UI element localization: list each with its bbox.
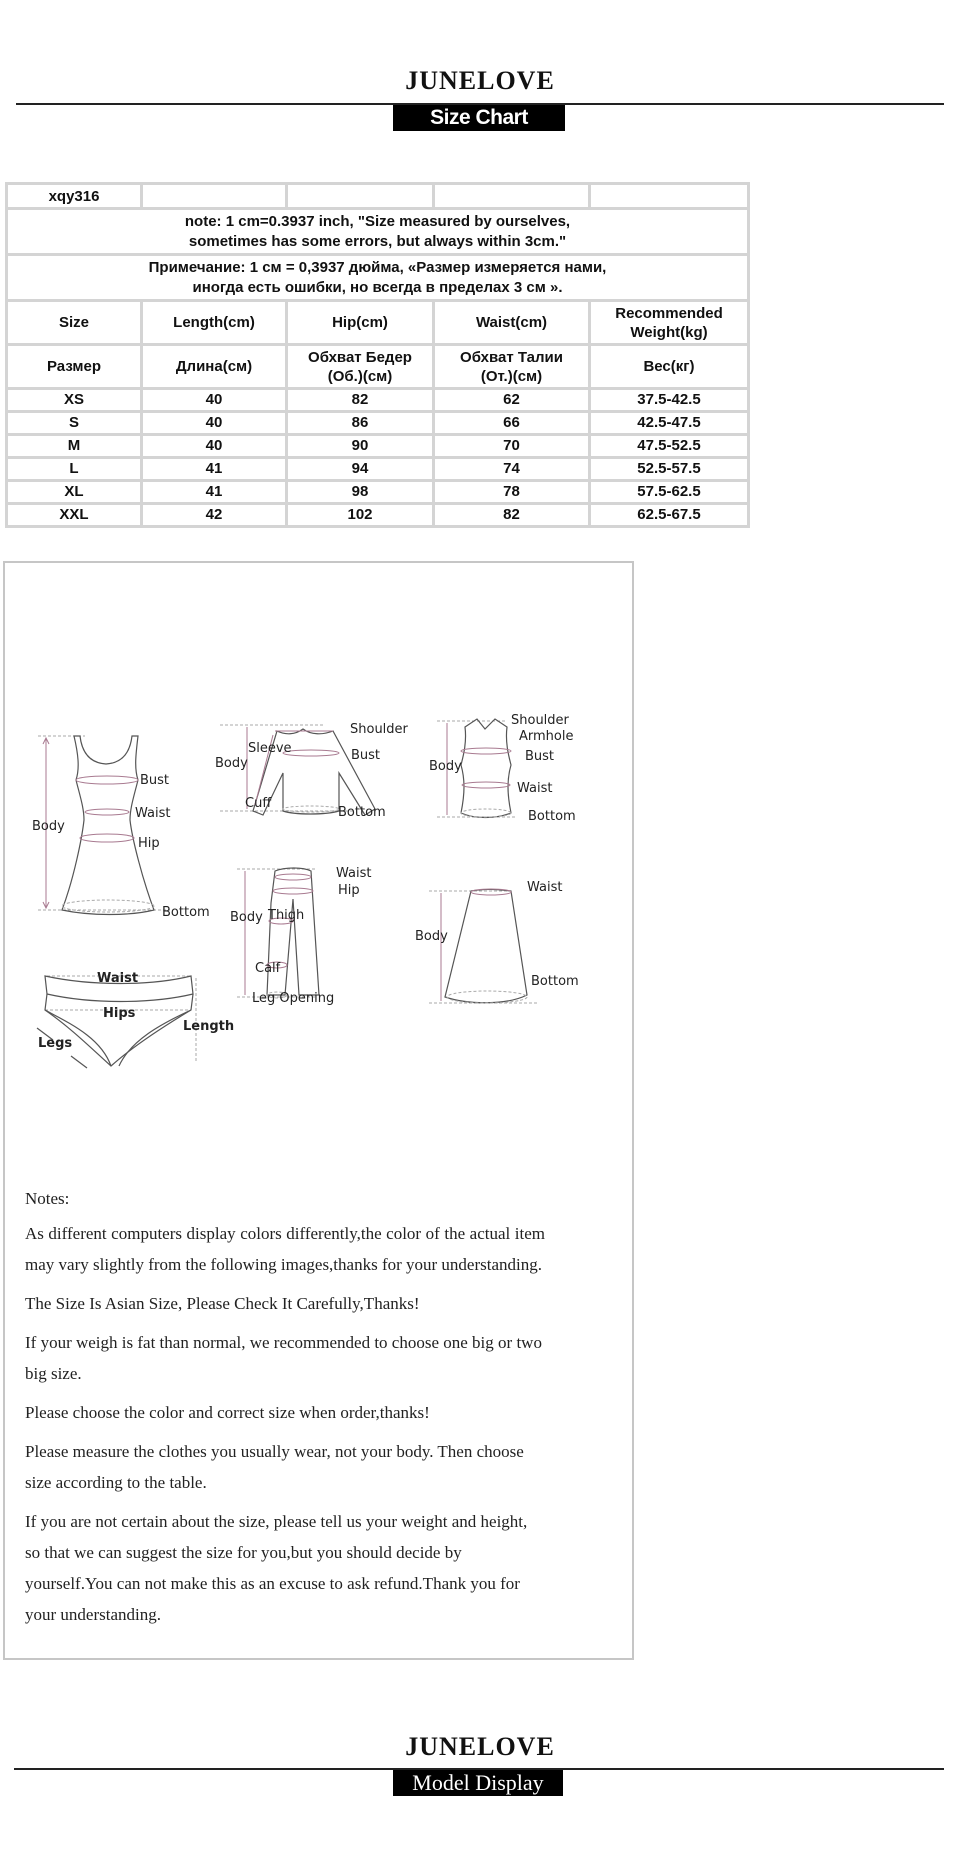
dress-body-label: Body	[32, 819, 65, 834]
header-weight-ru: Вес(кг)	[590, 345, 749, 389]
note-item: Please measure the clothes you usually wear, not your body. Then choose size according to the table.	[25, 1442, 524, 1492]
brand-logo: JUNELOVE	[405, 66, 555, 95]
top-body-label: Body	[215, 756, 248, 771]
top-cuff-label: Cuff	[245, 796, 272, 811]
cell-hip: 98	[287, 481, 434, 504]
header-recommended-weight	[590, 301, 749, 345]
header-hip: Hip(cm)	[287, 301, 434, 345]
cell-hip: 86	[287, 412, 434, 435]
table-row	[7, 458, 749, 481]
header-length: Length(cm)	[142, 301, 287, 345]
cell-weight: 62.5-67.5	[590, 504, 749, 527]
note-item: Please choose the color and correct size when order,thanks!	[25, 1403, 430, 1422]
skirt-bottom-label: Bottom	[531, 974, 579, 989]
table-row	[7, 481, 749, 504]
cell-size: L	[7, 458, 142, 481]
briefs-legs-label: Legs	[38, 1036, 73, 1051]
pants-leg-opening-label: Leg Opening	[252, 991, 335, 1006]
header-hip-ru-line2: (Об.)(см)	[327, 367, 393, 385]
cell-length: 41	[142, 481, 287, 504]
header-waist-ru	[434, 345, 590, 389]
cell-weight: 57.5-62.5	[590, 481, 749, 504]
cell-weight: 47.5-52.5	[590, 435, 749, 458]
header-waist-ru-line1: Обхват Талии	[460, 348, 563, 366]
header-size: Size	[7, 301, 142, 345]
note-en	[7, 209, 749, 255]
header-size-ru: Размер	[7, 345, 142, 389]
cell-hip: 94	[287, 458, 434, 481]
model-display-banner: Model Display	[393, 1770, 563, 1796]
note-item: The Size Is Asian Size, Please Check It Carefully,Thanks!	[25, 1294, 420, 1313]
note-ru-line1: Примечание: 1 см = 0,3937 дюйма, «Размер измеряется нами,	[148, 258, 607, 276]
table-row	[7, 412, 749, 435]
note-en-line1: note: 1 cm=0.3937 inch, "Size measured by ourselves,	[184, 212, 571, 230]
cell-length: 40	[142, 435, 287, 458]
cell-length: 40	[142, 412, 287, 435]
note-item: As different computers display colors differently,the color of the actual item may vary slightly from the following images,thanks for your understanding.	[25, 1224, 545, 1274]
cell-waist: 70	[434, 435, 590, 458]
cell-size: XL	[7, 481, 142, 504]
tank-body-label: Body	[429, 759, 462, 774]
header-waist-ru-line2: (От.)(см)	[480, 367, 543, 385]
header-hip-ru	[287, 345, 434, 389]
table-row-note-ru	[7, 255, 749, 301]
notes-section	[25, 1183, 545, 1638]
cell-hip: 82	[287, 389, 434, 412]
pants-thigh-label: Thigh	[268, 908, 305, 923]
top-sleeve-label: Sleeve	[248, 741, 292, 756]
empty-cell	[287, 184, 434, 209]
note-en-line2: sometimes has some errors, but always within 3cm."	[188, 232, 567, 250]
briefs-length-label: Length	[183, 1019, 235, 1034]
tank-waist-label: Waist	[517, 781, 553, 796]
cell-waist: 62	[434, 389, 590, 412]
cell-length: 41	[142, 458, 287, 481]
top-bust-label: Bust	[351, 748, 381, 763]
cell-waist: 74	[434, 458, 590, 481]
size-chart-banner: Size Chart	[393, 105, 565, 131]
cell-length: 40	[142, 389, 287, 412]
dress-bust-label: Bust	[140, 773, 170, 788]
table-row	[7, 435, 749, 458]
dress-bottom-label: Bottom	[162, 905, 210, 920]
note-ru-line2: иногда есть ошибки, но всегда в пределах 3 см ».	[192, 278, 563, 296]
cell-weight: 37.5-42.5	[590, 389, 749, 412]
pants-hip-label: Hip	[338, 883, 360, 898]
header-hip-ru-line1: Обхват Бедер	[308, 348, 412, 366]
pants-calf-label: Calf	[255, 961, 281, 976]
cell-waist: 82	[434, 504, 590, 527]
note-ru	[7, 255, 749, 301]
note-item: If you are not certain about the size, please tell us your weight and height, so that we can suggest the size for you,but you should decide by yourself.You can not make this as an excuse to ask refund.Thank you for your understanding.	[25, 1512, 528, 1624]
cell-waist: 78	[434, 481, 590, 504]
top-shoulder-label: Shoulder	[350, 722, 408, 737]
dress-hip-label: Hip	[138, 836, 160, 851]
table-header-ru	[7, 345, 749, 389]
table-row	[7, 504, 749, 527]
note-item: If your weigh is fat than normal, we recommended to choose one big or two big size.	[25, 1333, 542, 1383]
table-header-en	[7, 301, 749, 345]
cell-weight: 52.5-57.5	[590, 458, 749, 481]
header-length-ru: Длина(см)	[142, 345, 287, 389]
cell-size: XS	[7, 389, 142, 412]
briefs-waist-label: Waist	[97, 971, 139, 986]
footer-brand-logo: JUNELOVE	[405, 1732, 555, 1761]
tank-bust-label: Bust	[525, 749, 555, 764]
item-code: xqy316	[7, 184, 142, 209]
header-rec-line1: Recommended	[615, 304, 723, 322]
cell-weight: 42.5-47.5	[590, 412, 749, 435]
tank-armhole-label: Armhole	[519, 729, 574, 744]
cell-length: 42	[142, 504, 287, 527]
size-chart-table	[5, 182, 750, 528]
skirt-waist-label: Waist	[527, 880, 563, 895]
pants-waist-label: Waist	[336, 866, 372, 881]
dress-waist-label: Waist	[135, 806, 171, 821]
cell-size: M	[7, 435, 142, 458]
empty-cell	[142, 184, 287, 209]
empty-cell	[590, 184, 749, 209]
skirt-body-label: Body	[415, 929, 448, 944]
header-waist: Waist(cm)	[434, 301, 590, 345]
pants-body-label: Body	[230, 910, 263, 925]
cell-waist: 66	[434, 412, 590, 435]
table-row	[7, 389, 749, 412]
cell-size: S	[7, 412, 142, 435]
table-row-note-en	[7, 209, 749, 255]
cell-hip: 90	[287, 435, 434, 458]
empty-cell	[434, 184, 590, 209]
top-bottom-label: Bottom	[338, 805, 386, 820]
cell-size: XXL	[7, 504, 142, 527]
table-row-item-code	[7, 184, 749, 209]
briefs-hips-label: Hips	[103, 1006, 136, 1021]
notes-title: Notes:	[25, 1189, 70, 1208]
tank-shoulder-label: Shoulder	[511, 713, 569, 728]
pants-diagram-icon	[235, 863, 355, 1003]
cell-hip: 102	[287, 504, 434, 527]
header-rec-line2: Weight(kg)	[630, 323, 708, 341]
tank-bottom-label: Bottom	[528, 809, 576, 824]
